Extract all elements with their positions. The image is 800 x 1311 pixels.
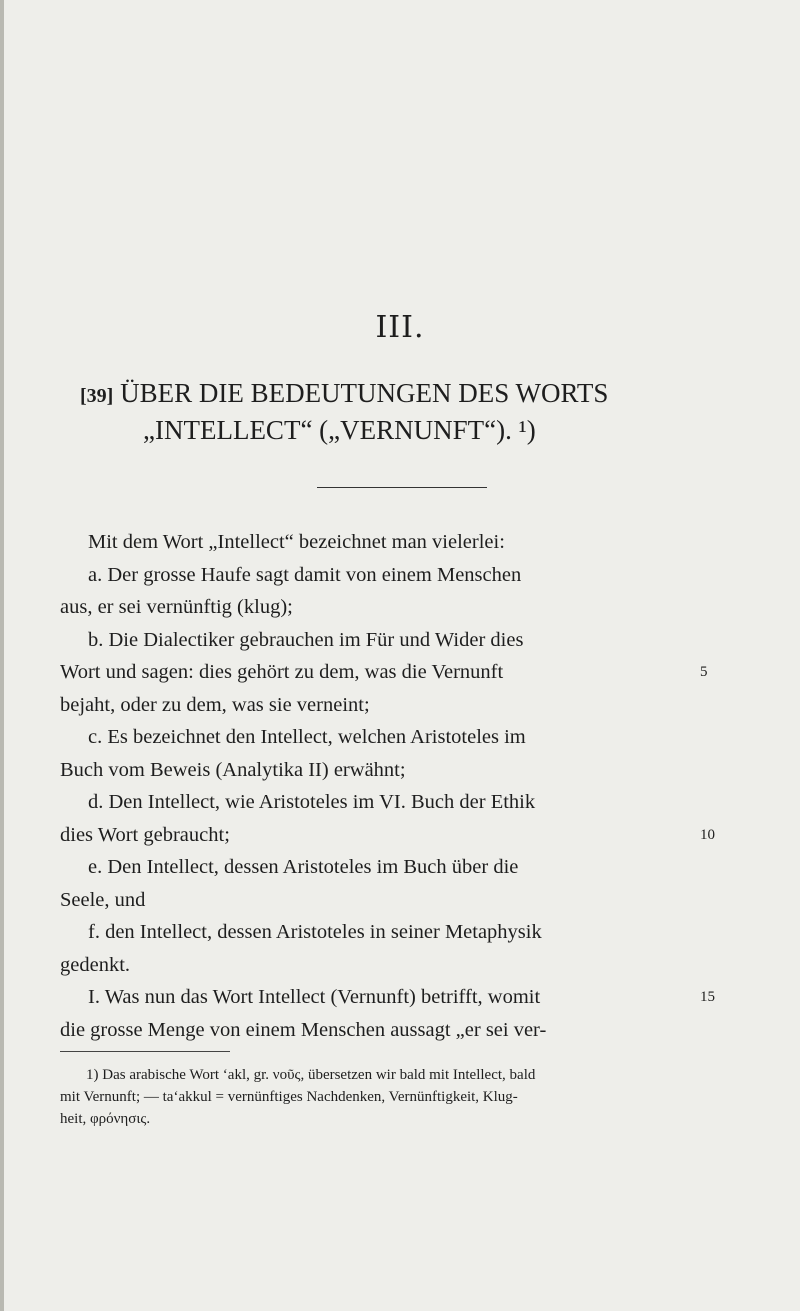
- chapter-number: III.: [375, 310, 425, 345]
- text-line-with-number: [60, 981, 715, 1014]
- line-number: 10: [700, 826, 715, 843]
- text-line: dies Wort gebraucht;: [60, 823, 230, 846]
- line-number: 5: [700, 664, 708, 680]
- text-line: die grosse Menge von einem Menschen aussagt „er sei ver-: [60, 1018, 547, 1041]
- page-marker: [39]: [80, 385, 114, 407]
- text-line: d. Den Intellect, wie Aristoteles im VI. Buch der Ethik: [88, 791, 536, 813]
- text-line: f. den Intellect, dessen Aristoteles in seiner Metaphysik: [88, 921, 542, 943]
- text-line: Mit dem Wort „Intellect“ bezeichnet man vielerlei:: [88, 531, 505, 553]
- page-edge: [0, 0, 4, 1311]
- footnote-line: 1) Das arabische Wort ‘akl, gr. νοῦς, übersetzen wir bald mit Intellect, bald: [86, 1067, 536, 1083]
- text-line: a. Der grosse Haufe sagt damit von einem Menschen: [88, 563, 522, 586]
- text-line: e. Den Intellect, dessen Aristoteles im Buch über die: [88, 856, 519, 878]
- text-line: Wort und sagen: dies gehört zu dem, was die Vernunft: [60, 661, 504, 683]
- body-text: [60, 526, 715, 1046]
- text-line: bejaht, oder zu dem, was sie verneint;: [60, 693, 370, 716]
- chapter-title: [80, 376, 700, 447]
- footnote: [60, 1064, 680, 1130]
- text-line: Buch vom Beweis (Analytika II) erwähnt;: [60, 758, 406, 781]
- footnote-line: mit Vernunft; — ta‘akkul = vernünftiges Nachdenken, Vernünftigkeit, Klug-: [60, 1089, 518, 1105]
- text-line: c. Es bezeichnet den Intellect, welchen Aristoteles im: [88, 726, 526, 748]
- line-number: 15: [700, 989, 715, 1005]
- text-line: Seele, und: [60, 888, 146, 911]
- text-line: I. Was nun das Wort Intellect (Vernunft) betrifft, womit: [88, 986, 541, 1008]
- title-rule: [317, 487, 487, 488]
- title-line-1: ÜBER DIE BEDEUTUNGEN DES WORTS: [120, 378, 609, 408]
- text-line: gedenkt.: [60, 953, 131, 976]
- text-line: b. Die Dialectiker gebrauchen im Für und Wider dies: [88, 628, 524, 651]
- text-line-with-number: [60, 819, 715, 852]
- footnote-line: heit, φρόνησις.: [60, 1111, 151, 1127]
- text-line: aus, er sei vernünftig (klug);: [60, 596, 293, 618]
- footnote-rule: [60, 1051, 230, 1052]
- title-line-2: „INTELLECT“ („VERNUNFT“). ¹): [143, 415, 536, 445]
- text-line-with-number: [60, 656, 708, 689]
